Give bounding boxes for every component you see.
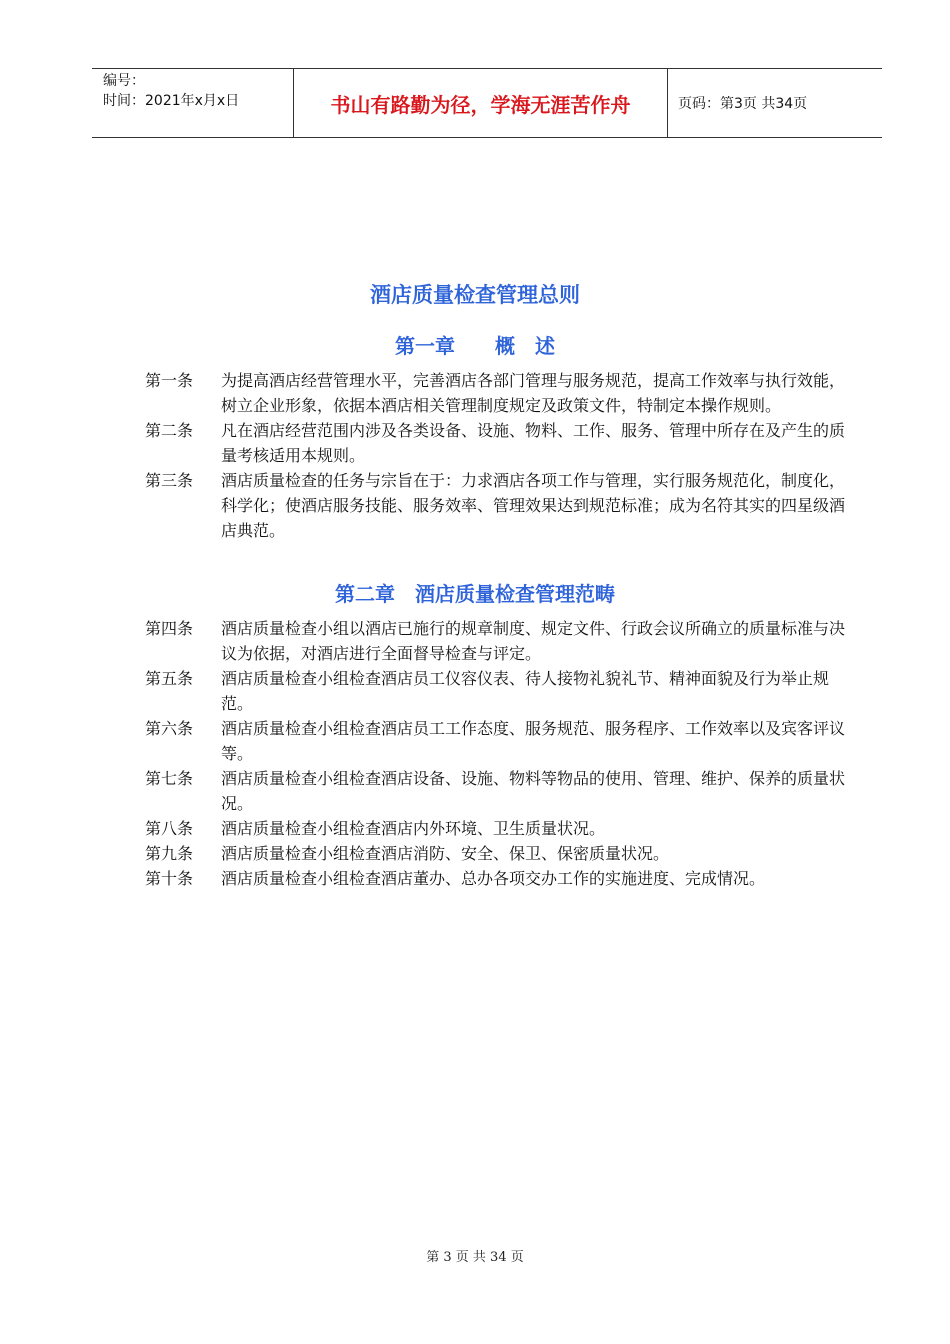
article-row xyxy=(145,816,845,841)
article-number: 第九条 xyxy=(145,844,194,863)
chapter-1-articles xyxy=(145,368,845,543)
chapter-2-articles xyxy=(145,616,845,891)
header-meta xyxy=(92,69,294,137)
header-motto: 书山有路勤为径，学海无涯苦作舟 xyxy=(294,69,668,137)
article-number: 第六条 xyxy=(145,719,194,738)
time-label: 时间：2021年x月x日 xyxy=(103,93,240,109)
article-text: 酒店质量检查小组检查酒店设备、设施、物料等物品的使用、管理、维护、保养的质量状况。 xyxy=(221,769,846,813)
article-number: 第八条 xyxy=(145,819,194,838)
article-row xyxy=(145,418,845,468)
article-number: 第二条 xyxy=(145,421,194,440)
article-row xyxy=(145,616,845,666)
article-number: 第七条 xyxy=(145,769,194,788)
article-text: 酒店质量检查小组检查酒店消防、安全、保卫、保密质量状况。 xyxy=(221,844,670,863)
article-text: 酒店质量检查小组检查酒店董办、总办各项交办工作的实施进度、完成情况。 xyxy=(221,869,766,888)
article-text: 酒店质量检查小组检查酒店员工仪容仪表、待人接物礼貌礼节、精神面貌及行为举止规范。 xyxy=(221,669,830,713)
article-number: 第五条 xyxy=(145,669,194,688)
chapter-2-heading: 第二章 酒店质量检查管理范畴 xyxy=(335,582,615,606)
article-row xyxy=(145,468,845,543)
article-text: 酒店质量检查小组以酒店已施行的规章制度、规定文件、行政会议所确立的质量标准与决议为依据，对酒店进行全面督导检查与评定。 xyxy=(221,619,846,663)
article-row xyxy=(145,666,845,716)
article-text: 为提高酒店经营管理水平，完善酒店各部门管理与服务规范，提高工作效率与执行效能，树立企业形象，依据本酒店相关管理制度规定及政策文件，特制定本操作规则。 xyxy=(221,371,846,415)
article-row xyxy=(145,841,845,866)
article-number: 第四条 xyxy=(145,619,194,638)
document-header xyxy=(92,68,882,138)
article-number: 第三条 xyxy=(145,471,194,490)
article-text: 酒店质量检查小组检查酒店内外环境、卫生质量状况。 xyxy=(221,819,606,838)
article-text: 酒店质量检查小组检查酒店员工工作态度、服务规范、服务程序、工作效率以及宾客评议等。 xyxy=(221,719,846,763)
document-title: 酒店质量检查管理总则 xyxy=(370,283,580,307)
article-row xyxy=(145,766,845,816)
article-number: 第十条 xyxy=(145,869,194,888)
article-number: 第一条 xyxy=(145,371,194,390)
article-row xyxy=(145,368,845,418)
article-text: 酒店质量检查的任务与宗旨在于：力求酒店各项工作与管理，实行服务规范化，制度化，科学化；使酒店服务技能、服务效率、管理效果达到规范标准；成为名符其实的四星级酒店典范。 xyxy=(221,471,846,540)
article-row xyxy=(145,716,845,766)
chapter-1-heading: 第一章 概 述 xyxy=(395,334,555,358)
page-footer: 第 3 页 共 34 页 xyxy=(426,1250,524,1265)
article-text: 凡在酒店经营范围内涉及各类设备、设施、物料、工作、服务、管理中所存在及产生的质量考核适用本规则。 xyxy=(221,421,846,465)
article-row xyxy=(145,866,845,891)
number-label: 编号： xyxy=(103,73,145,89)
header-page-info: 页码：第3页 共34页 xyxy=(678,96,808,112)
